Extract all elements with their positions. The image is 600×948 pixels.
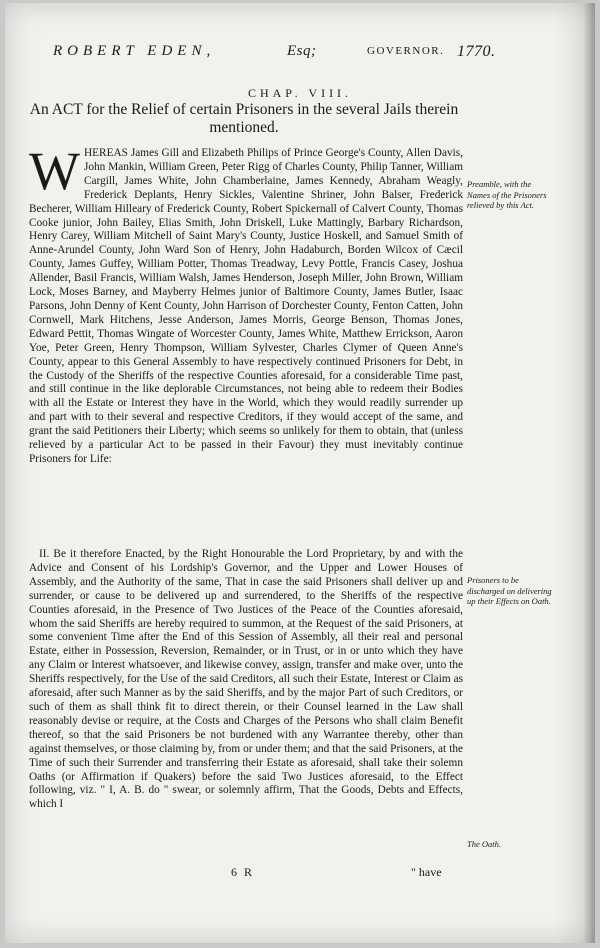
drop-cap: W bbox=[29, 141, 80, 201]
preamble-text: HEREAS James Gill and Elizabeth Philips of Prince George's County, Allen Davis, John Mankin, William Green, Peter Rigg of Charles County, Philip Tanner, William Cargill, James White, John Chamberlaine, James Kennedy, Abraham Weagly, Frederick Deplants, Henry Sickles, Valentine Shriner, John Balser, Frederick Becherer, William Hilleary of Frederick County, Robert Spickernall of Calvert County, Thomas Cooke junior, John Bailey, Elias Smith, John Driskell, Luke Mattingly, Barbary Richardson, Henry Carey, William Mitchell of Saint Mary's County, Justice Hoskell, and Samuel Smith of Anne-Arundel County, John Ward Son of Henry, John Hadaburch, Borden Wilcox of Cæcil County, James Guffey, William Potter, Thomas Treadway, Levy Pottle, Francis Casey, Joshua Allender, Basil Francis, William Walsh, James Henderson, Joseph Miller, John Brown, William Lock, Moses Barney, and Mayberry Helmes junior of Baltimore County, James Butler, Isaac Parsons, John Denny of Kent County, John Harrison of Dorchester County, Fenton Catten, John Cornwell, Mark Hitchens, Jesse Anderson, James Morris, George Benson, Thomas Jones, Edward Pettit, Thomas Wingate of Worcester County, James White, Matthew Errickson, Aaron Yoe, Peter Green, Henry Thompson, William Sylvester, Charles Clymer of Queen Anne's County, appear to this General Assembly to have respectively continued Prisoners for Debt, in the Custody of the Sheriffs of the respective Counties aforesaid, for a considerable Time past, and still continue in the like deplorable Circumstances, not being able to redeem their Bodies with all the Estate or Interest they have in the World, which they would readily surrender up and part with to their several and respective Creditors, if they would accept of the same, and grant the said Petitioners their Liberty; which seems so unlikely for them to obtain, that (unless relieved by a particular Act to be passed in their Favour) they must inevitably continue Prisoners for Life: bbox=[29, 147, 463, 465]
signature-mark: 6 R bbox=[231, 865, 255, 879]
margin-note-discharge: Prisoners to be discharged on delivering up their Effects on Oath. bbox=[467, 575, 552, 606]
header-governor: GOVERNOR. bbox=[367, 45, 445, 57]
enacting-text: II. Be it therefore Enacted, by the Right Honourable the Lord Proprietary, by and with the Advice and Consent of his Lordship's Governor, and the Upper and Lower Houses of Assembly, and the Authority of the same, That in case the said Prisoners shall deliver up and surrender, or cause to be delivered up and surrendered, to the Sheriffs of the respective Counties aforesaid, in the Presence of Two Justices of the Peace of the Counties aforesaid, whom the said Sheriffs are hereby required to summon, at the Request of the said Prisoners, at some convenient Time after the End of this Session of Assembly, all their real and personal Estate, either in Possession, Reversion, Remainder, or in Trust, or in or unto which they have any Claim or Interest whatsoever, and likewise convey, assign, transfer and make over, unto the Sheriffs respectively, for the Use of the said Creditors, all such their Estate, Interest or Claim as aforesaid, after such Manner as by the said Sheriffs, and by the major Part of such Creditors, or such of them as shall think fit to direct therein, or their Counsel learned in the Law shall reasonably devise or require, at the Costs and Charges of the Persons who shall claim Benefit thereof, so that the said Prisoners be not burdened with any Warrantee thereby, other than against themselves, or those claiming by, from or under them; and that the said Prisoners, at the Time of such their Surrender and transferring their Estate as aforesaid, shall take their solemn Oaths (or Affirmation if Quakers) before the said Two Justices aforesaid, to the Effect following, viz. " I, A. B. do " swear, or solemnly affirm, That the Goods, Debts and Effects, which I bbox=[29, 548, 463, 811]
catchword: " have bbox=[411, 865, 442, 879]
document-page bbox=[5, 3, 595, 943]
header-year: 1770. bbox=[457, 43, 496, 60]
act-title: An ACT for the Relief of certain Prisoners in the several Jails therein mentioned. bbox=[29, 101, 459, 136]
running-header bbox=[5, 43, 595, 67]
margin-note-oath: The Oath. bbox=[467, 839, 501, 849]
enacting-paragraph bbox=[29, 548, 463, 812]
chapter-heading: CHAP. VIII. bbox=[247, 86, 353, 100]
preamble-paragraph bbox=[29, 141, 463, 467]
page-edge-shadow bbox=[555, 3, 595, 943]
page-footer bbox=[5, 865, 595, 885]
header-name: ROBERT EDEN, bbox=[53, 43, 216, 59]
header-esq: Esq; bbox=[287, 43, 317, 59]
margin-note-preamble: Preamble, with the Names of the Prisoners relieved by this Act. bbox=[467, 179, 547, 210]
